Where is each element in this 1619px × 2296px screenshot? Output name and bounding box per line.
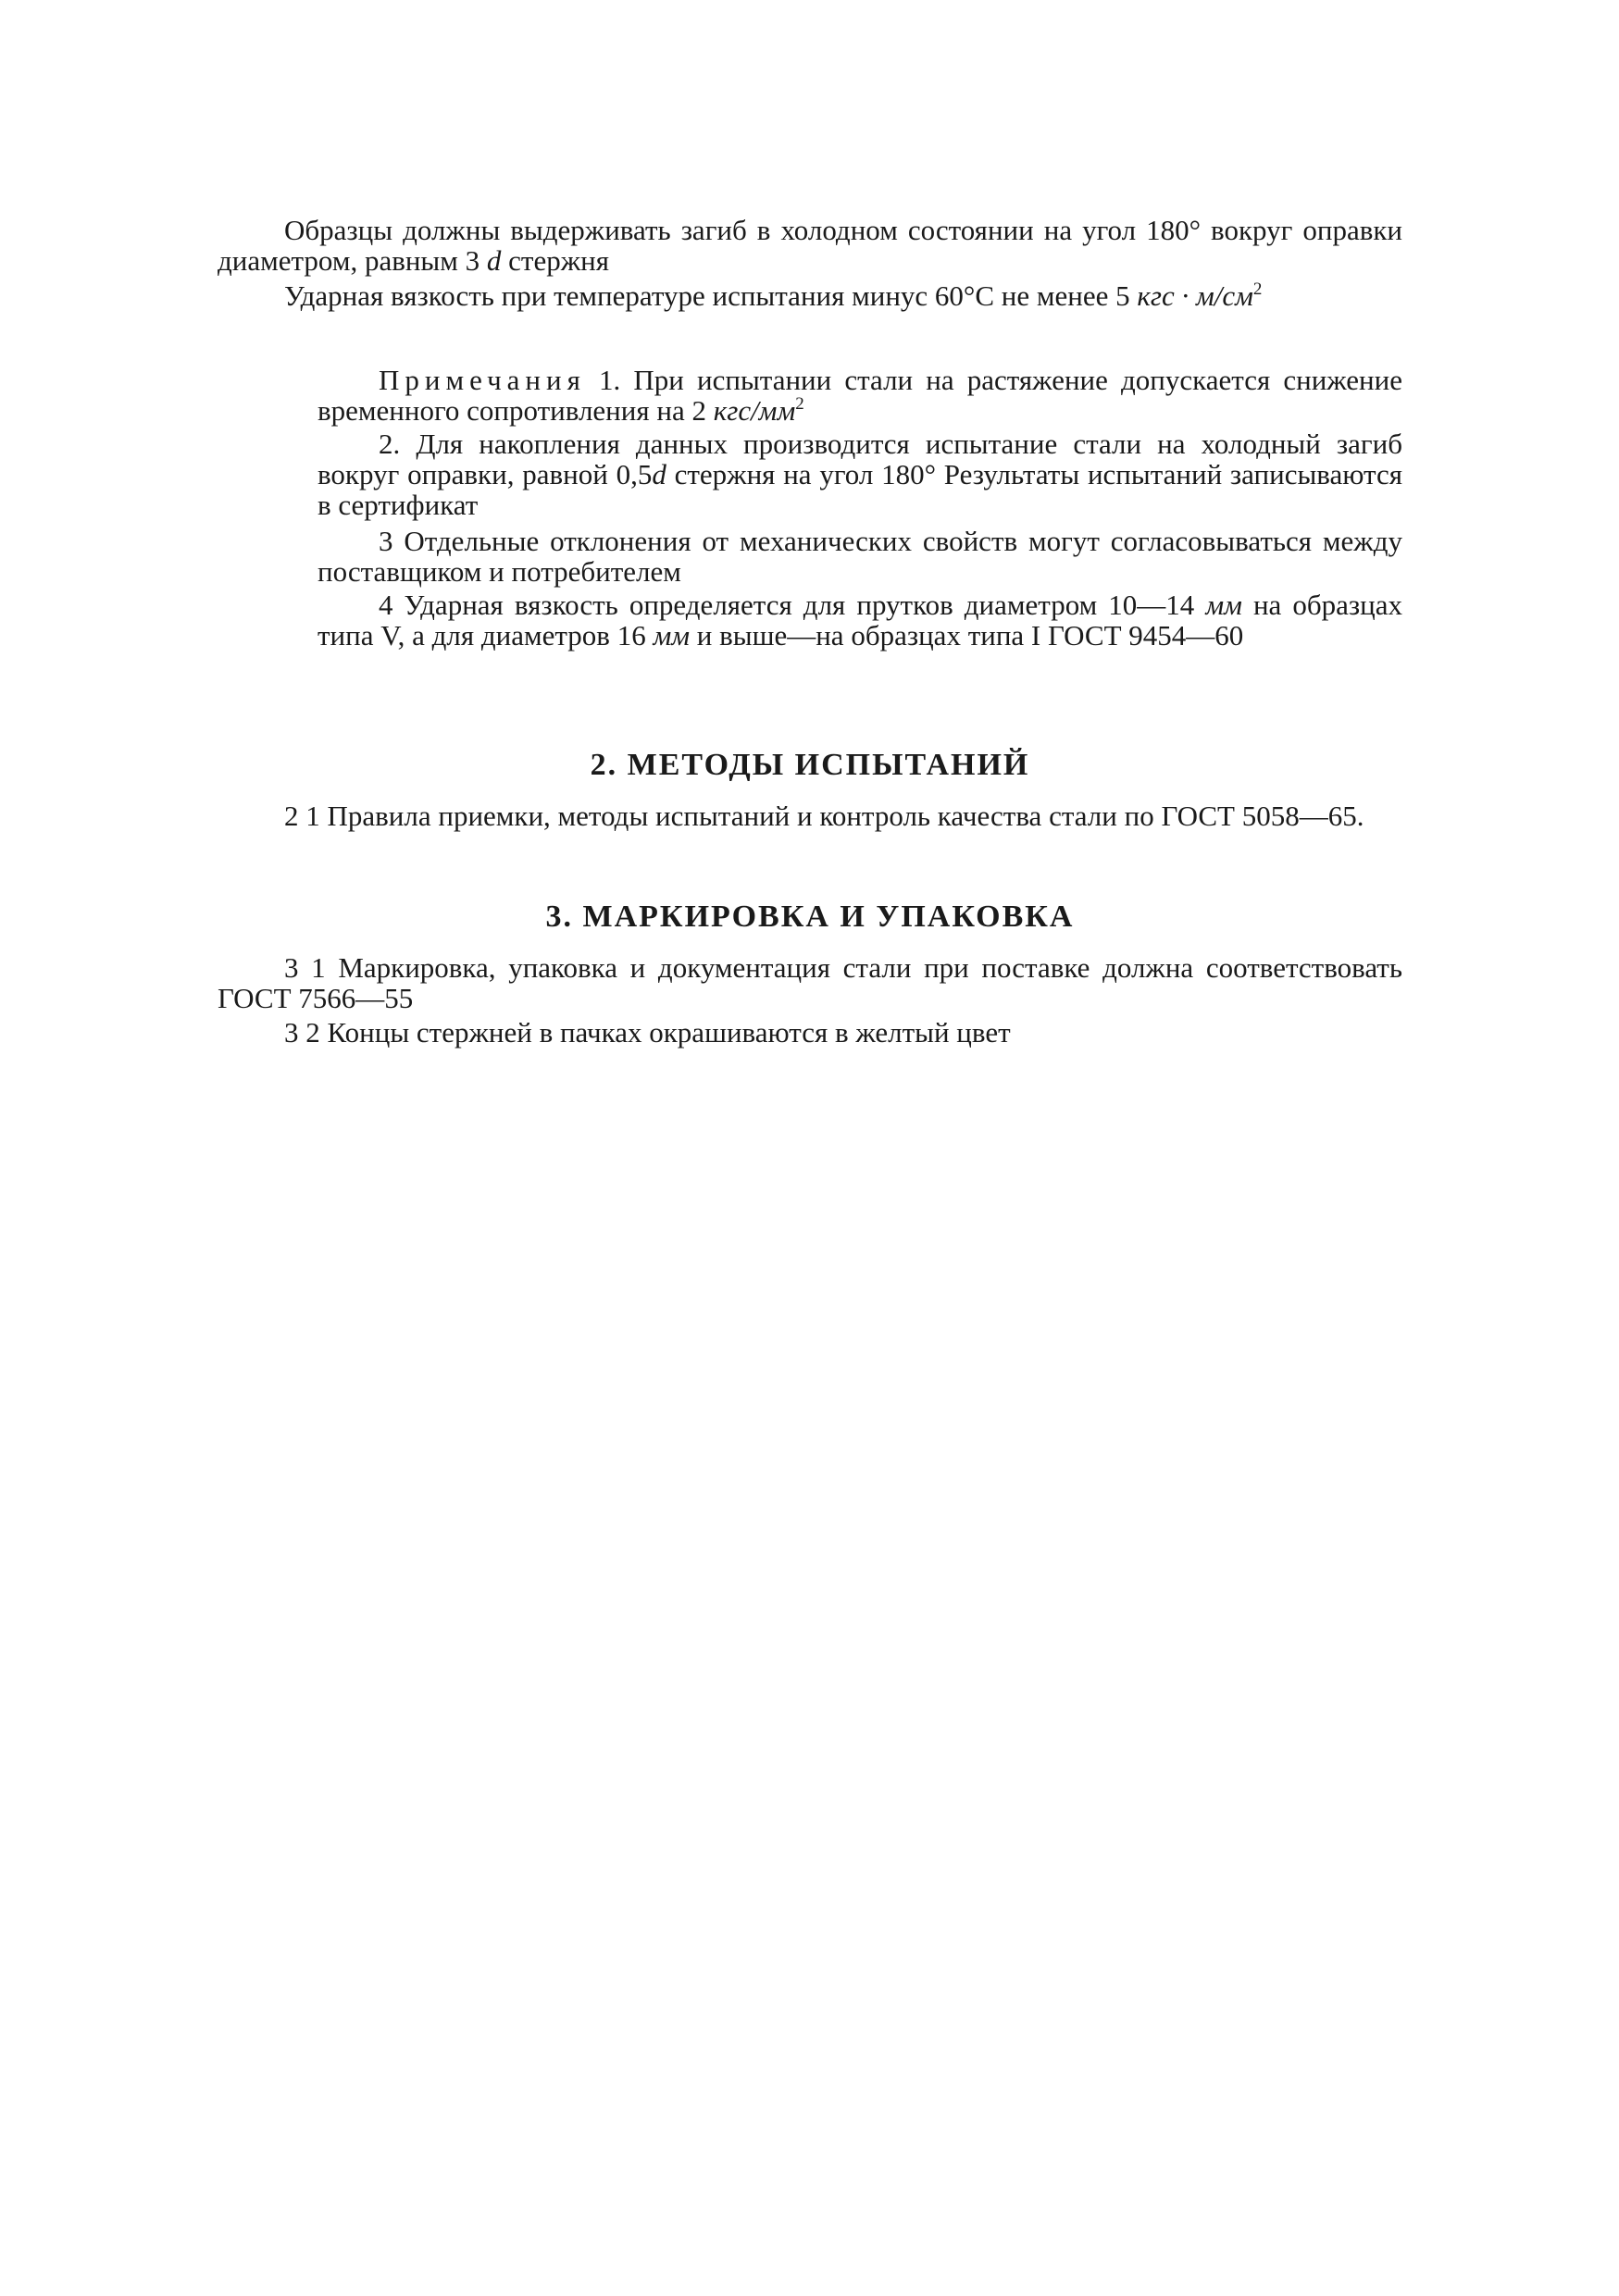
- impact-unit-exponent: 2: [1252, 279, 1263, 299]
- note-2-text: 2. Для накопления данных производится испытание стали на холодный загиб вокруг оправки, равной 0,5: [318, 428, 1402, 490]
- impact-unit: кгс · м/см: [1137, 279, 1253, 312]
- notes-label: Примечания: [379, 364, 586, 396]
- paragraph-3-2: 3 2 Концы стержней в пачках окрашиваются в желтый цвет: [284, 1016, 1011, 1049]
- note-4-unit-2: мм: [653, 619, 691, 652]
- note-3: 3 Отдельные отклонения от механических свойств могут согласовываться между поставщиком и потребителем: [318, 525, 1402, 588]
- note-4-text-c: и выше—на образцах типа I ГОСТ 9454—60: [690, 619, 1244, 652]
- diameter-symbol: d: [486, 244, 502, 277]
- note-4-text-a: 4 Ударная вязкость определяется для прутков диаметром 10—14: [379, 589, 1206, 621]
- note-2: [318, 428, 1402, 520]
- note-4: [318, 590, 1402, 651]
- note-1-unit: кгс/мм: [713, 394, 796, 427]
- note-1: [318, 365, 1402, 426]
- impact-strength-paragraph: [218, 280, 1402, 311]
- impact-text: Ударная вязкость при температуре испытания минус 60°С не менее 5: [284, 279, 1138, 312]
- note-4-unit-1: мм: [1205, 589, 1242, 621]
- bend-text: Образцы должны выдерживать загиб в холодном состоянии на угол 180° вокруг оправки диаметром, равным 3: [218, 214, 1402, 277]
- note-4-text-b: на образцах типа V, а для диаметров 16: [318, 589, 1402, 652]
- paragraph-3-1: 3 1 Маркировка, упаковка и документация стали при поставке должна соответствовать ГОСТ 7566—55: [218, 951, 1402, 1014]
- bend-test-paragraph: [218, 215, 1402, 276]
- note-1-text: 1. При испытании стали на растяжение допускается снижение временного сопротивления на 2: [318, 364, 1402, 427]
- section-3-heading: 3. МАРКИРОВКА И УПАКОВКА: [545, 900, 1075, 934]
- note-2-diameter-symbol: d: [652, 458, 666, 490]
- bend-text-end: стержня: [501, 244, 609, 277]
- paragraph-2-1: 2 1 Правила приемки, методы испытаний и контроль качества стали по ГОСТ 5058—65.: [284, 800, 1364, 832]
- note-2-text-end: стержня на угол 180° Результаты испытаний записываются в сертификат: [318, 458, 1402, 521]
- note-1-unit-exponent: 2: [795, 394, 804, 414]
- section-2-heading: 2. МЕТОДЫ ИСПЫТАНИЙ: [590, 748, 1030, 782]
